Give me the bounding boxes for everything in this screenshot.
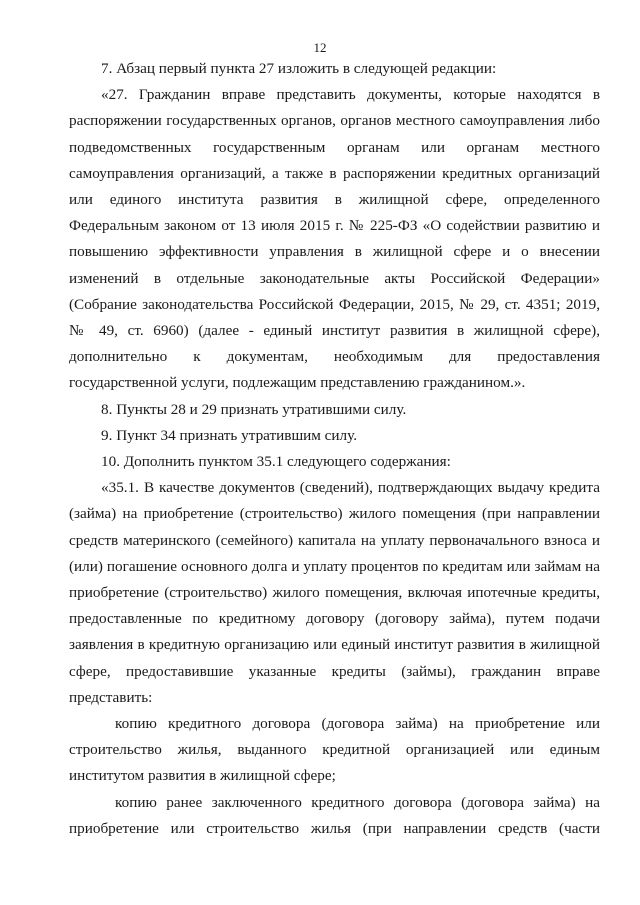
paragraph-item-27-text: «27. Гражданин вправе представить документы, которые находятся в распоряжении государственных органов, органов местного самоуправления либо подведомственных государственным органам или органам местного самоуправления организаций, а также в распоряжении кредитных организаций или единого института развития в жилищной сфере, определенного Федеральным законом от 13 июля 2015 г. № 225-ФЗ «О содействии развитию и повышению эффективности управления в жилищной сфере и о внесении изменений в отдельные законодательные акты Российской Федерации» (Собрание законодательства Российской Федерации, 2015, № 29, ст. 4351; 2019, № 49, ст. 6960) (далее - единый институт развития в жилищной сфере), дополнительно к документам, необходимым для предоставления государственной услуги, подлежащим представлению гражданином.». <box>69 86 600 392</box>
paragraph-item-7: 7. Абзац первый пункта 27 изложить в следующей редакции: <box>101 60 497 77</box>
paragraph-item-9: 9. Пункт 34 признать утратившим силу. <box>101 426 357 444</box>
paragraph-item-8: 8. Пункты 28 и 29 признать утратившими силу. <box>101 400 407 418</box>
paragraph-item-35-1-text: «35.1. В качестве документов (сведений), подтверждающих выдачу кредита (займа) на приобретение (строительство) жилого помещения (при направлении средств материнского (семейного) капитала на уплату первоначального взноса и (или) погашение основного долга и уплату процентов по кредитам или займам на приобретение (строительство) жилого помещения, включая ипотечные кредиты, предоставленные по кредитному договору (договору займа), путем подачи заявления в кредитную организацию или единый институт развития в жилищной сфере, предоставившие указанные кредиты (займы), гражданин вправе представить: <box>69 479 600 706</box>
paragraph-loan-agreement-copy: копию кредитного договора (договора займа) на приобретение или строительство жилья, выданного кредитной организацией или единым институтом развития в жилищной сфере; <box>69 715 600 785</box>
page-number: 12 <box>313 40 327 55</box>
paragraph-item-10: 10. Дополнить пунктом 35.1 следующего содержания: <box>101 453 451 471</box>
document-body <box>69 56 600 842</box>
paragraph-previous-loan-agreement-copy: копию ранее заключенного кредитного договора (договора займа) на приобретение или строительство жилья (при направлении средств (части <box>69 793 600 837</box>
